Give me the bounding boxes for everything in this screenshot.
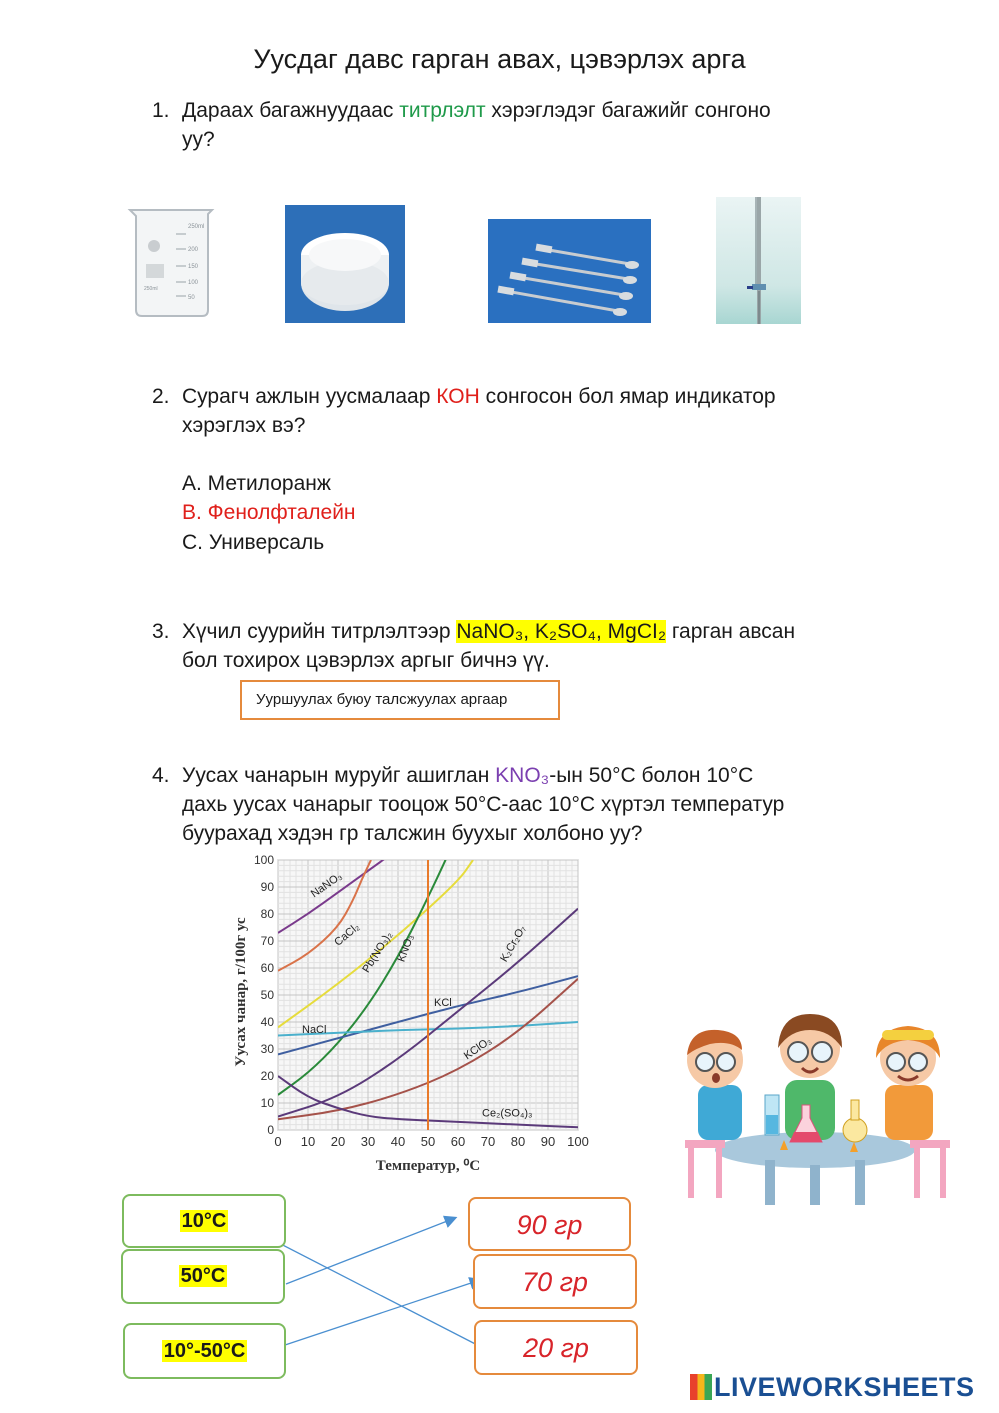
x-tick-label: 100 [567, 1134, 589, 1149]
option-b[interactable]: B. Фенолфталейн [182, 501, 356, 524]
beaker-label: 50 [188, 295, 195, 301]
y-tick-label: 100 [253, 853, 274, 867]
y-tick-label: 50 [260, 988, 274, 1002]
match-link-arrow [286, 1218, 455, 1284]
x-tick-label: 20 [330, 1134, 346, 1149]
solubility-chart [228, 852, 608, 1177]
beaker-label: 250ml [188, 224, 205, 230]
question-1 [152, 96, 872, 154]
spatulas-image[interactable] [488, 219, 651, 323]
keyword-titration: титрлэлт [399, 99, 486, 122]
y-tick-label: 80 [260, 907, 274, 921]
series-label: Pb(NO₃)₂ [360, 929, 395, 975]
x-tick-label: 50 [420, 1134, 436, 1149]
x-tick-label: 0 [274, 1134, 282, 1149]
burette-image[interactable] [716, 197, 801, 324]
option-c[interactable]: C. Универсаль [182, 531, 325, 554]
match-right-1[interactable]: 90 гр [468, 1197, 631, 1251]
question-3 [152, 617, 872, 675]
x-tick-label: 40 [390, 1134, 406, 1149]
beaker-label: 150 [188, 264, 199, 270]
x-tick-label: 30 [360, 1134, 376, 1149]
x-tick-label: 80 [510, 1134, 526, 1149]
logo-icon [690, 1374, 712, 1400]
y-tick-label: 10 [260, 1096, 274, 1110]
evaporating-dish-image[interactable] [285, 205, 405, 323]
question-2 [152, 382, 872, 440]
x-tick-label: 10 [300, 1134, 316, 1149]
beaker-image[interactable] [124, 204, 216, 320]
match-link-arrow [270, 1280, 480, 1350]
match-right-2[interactable]: 70 гр [473, 1254, 637, 1309]
liveworksheets-logo: LIVEWORKSHEETS [690, 1372, 975, 1403]
series-label: NaNO₃ [308, 870, 345, 901]
y-tick-label: 70 [260, 934, 274, 948]
question-number: 4. [152, 764, 170, 787]
question-number: 1. [152, 99, 170, 122]
kids-lab-illustration [670, 1000, 960, 1210]
series-label: CaCl₂ [332, 921, 362, 949]
series-label: NaCl [302, 1023, 327, 1036]
y-tick-label: 40 [260, 1015, 274, 1029]
x-axis-label: Температур, ⁰С [375, 1158, 481, 1174]
y-tick-label: 20 [260, 1069, 274, 1083]
match-left-2[interactable]: 50°C [121, 1249, 285, 1304]
series-label: KNO₃ [395, 932, 417, 964]
match-right-3[interactable]: 20 гр [474, 1320, 638, 1375]
goggles-icon [696, 1053, 714, 1071]
option-a[interactable]: A. Метилоранж [182, 472, 331, 495]
highlighted-salts: NaNO₃, K₂SO₄, MgCI₂ [456, 620, 666, 643]
beaker-label: 100 [188, 280, 199, 286]
match-left-1[interactable]: 10°C [122, 1194, 286, 1248]
y-tick-label: 30 [260, 1042, 274, 1056]
answer-text-field[interactable]: Ууршуулах буюу талсжуулах аргаар [240, 680, 560, 720]
question-text: Уусах чанарын муруйг ашиглан KNO₃-ын 50°C болон 10°C дахь уусах чанарыг тооцож 50°C-аас 10°C хүртэл температур буурахад хэдэн гр талсжин буухыг холбоно уу? [182, 764, 785, 845]
question-text: Сурагч ажлын уусмалаар КОН сонгосон бол ямар индикатор хэрэглэх вэ? [182, 385, 776, 437]
series-label: K₂Cr₂O₇ [498, 923, 529, 965]
series-label: KCl [434, 996, 452, 1009]
beaker-label: 250ml [144, 286, 158, 292]
question-text: Дараах багажнуудаас титрлэлт хэрэглэдэг багажийг сонгоно уу? [182, 99, 771, 151]
y-tick-label: 0 [267, 1123, 274, 1137]
question-number: 3. [152, 620, 170, 643]
y-tick-label: 90 [260, 880, 274, 894]
series-label: Ce₂(SO₄)₃ [482, 1107, 533, 1120]
y-tick-label: 60 [260, 961, 274, 975]
y-axis-label: Уусах чанар, г/100г ус [233, 917, 249, 1067]
series-label: KClO₃ [461, 1034, 494, 1063]
question-number: 2. [152, 385, 170, 408]
keyword-koh: КОН [436, 385, 480, 408]
match-left-3[interactable]: 10°-50°C [123, 1323, 286, 1379]
flower-icon [148, 240, 160, 252]
x-tick-label: 60 [450, 1134, 466, 1149]
keyword-kno3: KNO₃ [495, 764, 550, 787]
question-4 [152, 761, 872, 848]
x-tick-label: 70 [480, 1134, 496, 1149]
x-tick-label: 90 [540, 1134, 556, 1149]
beaker-label: 200 [188, 247, 199, 253]
page-title: Уусдаг давс гарган авах, цэвэрлэх арга [253, 44, 746, 74]
question-text: Хүчил суурийн титрлэлтээр NaNO₃, K₂SO₄, MgCI₂ гарган авсан бол тохирох цэвэрлэх аргыг бичнэ үү. [182, 620, 796, 672]
